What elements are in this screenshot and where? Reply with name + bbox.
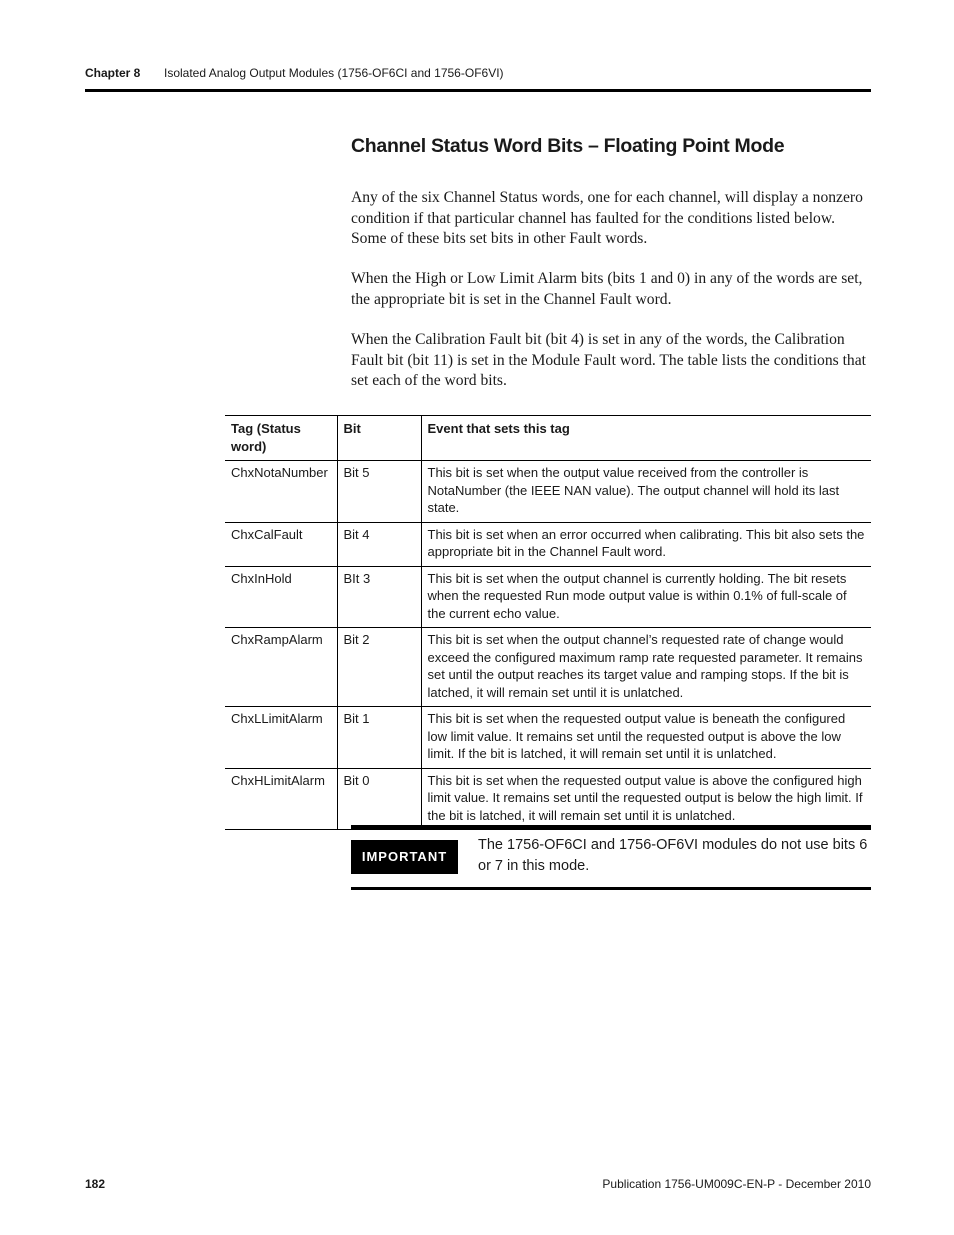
- bit-cell: BIt 3: [337, 566, 421, 628]
- event-cell: This bit is set when the requested output value is above the configured high limit value. It remains set until the requested output is below the high limit. If the bit is latched, it will remain set until it is unlatched.: [421, 768, 871, 830]
- header-bit: Bit: [337, 416, 421, 461]
- table-row: [225, 707, 871, 769]
- table-header-row: [225, 416, 871, 461]
- section-title: Channel Status Word Bits – Floating Point Mode: [351, 135, 785, 157]
- table-row: [225, 768, 871, 830]
- important-text: The 1756-OF6CI and 1756-OF6VI modules do not use bits 6 or 7 in this mode.: [478, 837, 868, 874]
- bit-cell: Bit 0: [337, 768, 421, 830]
- tag-cell: ChxLLimitAlarm: [231, 711, 323, 726]
- tag-cell: ChxInHold: [231, 570, 292, 586]
- tag-cell: ChxNotaNumber: [231, 465, 328, 480]
- chapter-title: Isolated Analog Output Modules (1756-OF6CI and 1756-OF6VI): [164, 66, 504, 80]
- table-row: [225, 628, 871, 707]
- bit-cell: Bit 4: [337, 522, 421, 566]
- event-cell: This bit is set when the requested output value is beneath the configured low limit value. It remains set until the requested output is above the low limit. If the bit is latched, it will remain set until it is unlatched.: [421, 707, 871, 769]
- event-cell: This bit is set when the output channel is currently holding. The bit resets when the requested Run mode output value is within 0.1% of full-scale of the current echo value.: [421, 566, 871, 628]
- page-header: [85, 66, 871, 86]
- table-row: [225, 461, 871, 523]
- status-word-table: [225, 415, 871, 830]
- tag-cell: ChxHLimitAlarm: [231, 772, 325, 788]
- event-cell: This bit is set when the output value received from the controller is NotaNumber (the IEEE NAN value). The output channel will hold its last state.: [421, 461, 871, 523]
- tag-cell: ChxRampAlarm: [231, 632, 323, 647]
- header-tag: Tag (Status word): [231, 421, 301, 454]
- header-event: Event that sets this tag: [421, 416, 871, 461]
- chapter-label: Chapter 8: [85, 66, 141, 80]
- tag-cell: ChxCalFault: [231, 526, 303, 542]
- bit-cell: Bit 5: [337, 461, 421, 523]
- event-cell: This bit is set when an error occurred when calibrating. This bit also sets the appropriate bit in the Channel Fault word.: [421, 522, 871, 566]
- table-row: [225, 566, 871, 628]
- page-number: 182: [85, 1177, 106, 1191]
- bit-cell: Bit 2: [337, 628, 421, 707]
- calibration-paragraph: When the Calibration Fault bit (bit 4) is set in any of the words, the Calibration Fault bit (bit 11) is set in the Module Fault word. The table lists the conditions that set each of the word bits.: [351, 331, 866, 390]
- table-row: [225, 522, 871, 566]
- important-label: IMPORTANT: [351, 840, 458, 874]
- event-cell: This bit is set when the output channel’s requested rate of change would exceed the configured maximum ramp rate requested parameter. It remains set until the output reaches its target value and ramping stops. If the bit is latched, it will remain set until it is unlatched.: [421, 628, 871, 707]
- header-rule: [85, 89, 871, 92]
- bit-cell: Bit 1: [337, 707, 421, 769]
- limit-alarm-paragraph: When the High or Low Limit Alarm bits (bits 1 and 0) in any of the words are set, the appropriate bit is set in the Channel Fault word.: [351, 270, 863, 308]
- important-note: [351, 825, 871, 890]
- intro-paragraph: Any of the six Channel Status words, one for each channel, will display a nonzero condition if that particular channel has faulted for the conditions listed below. Some of these bits set bits in other Fault words.: [351, 189, 863, 248]
- publication-info: Publication 1756-UM009C-EN-P - December 2010: [602, 1177, 871, 1191]
